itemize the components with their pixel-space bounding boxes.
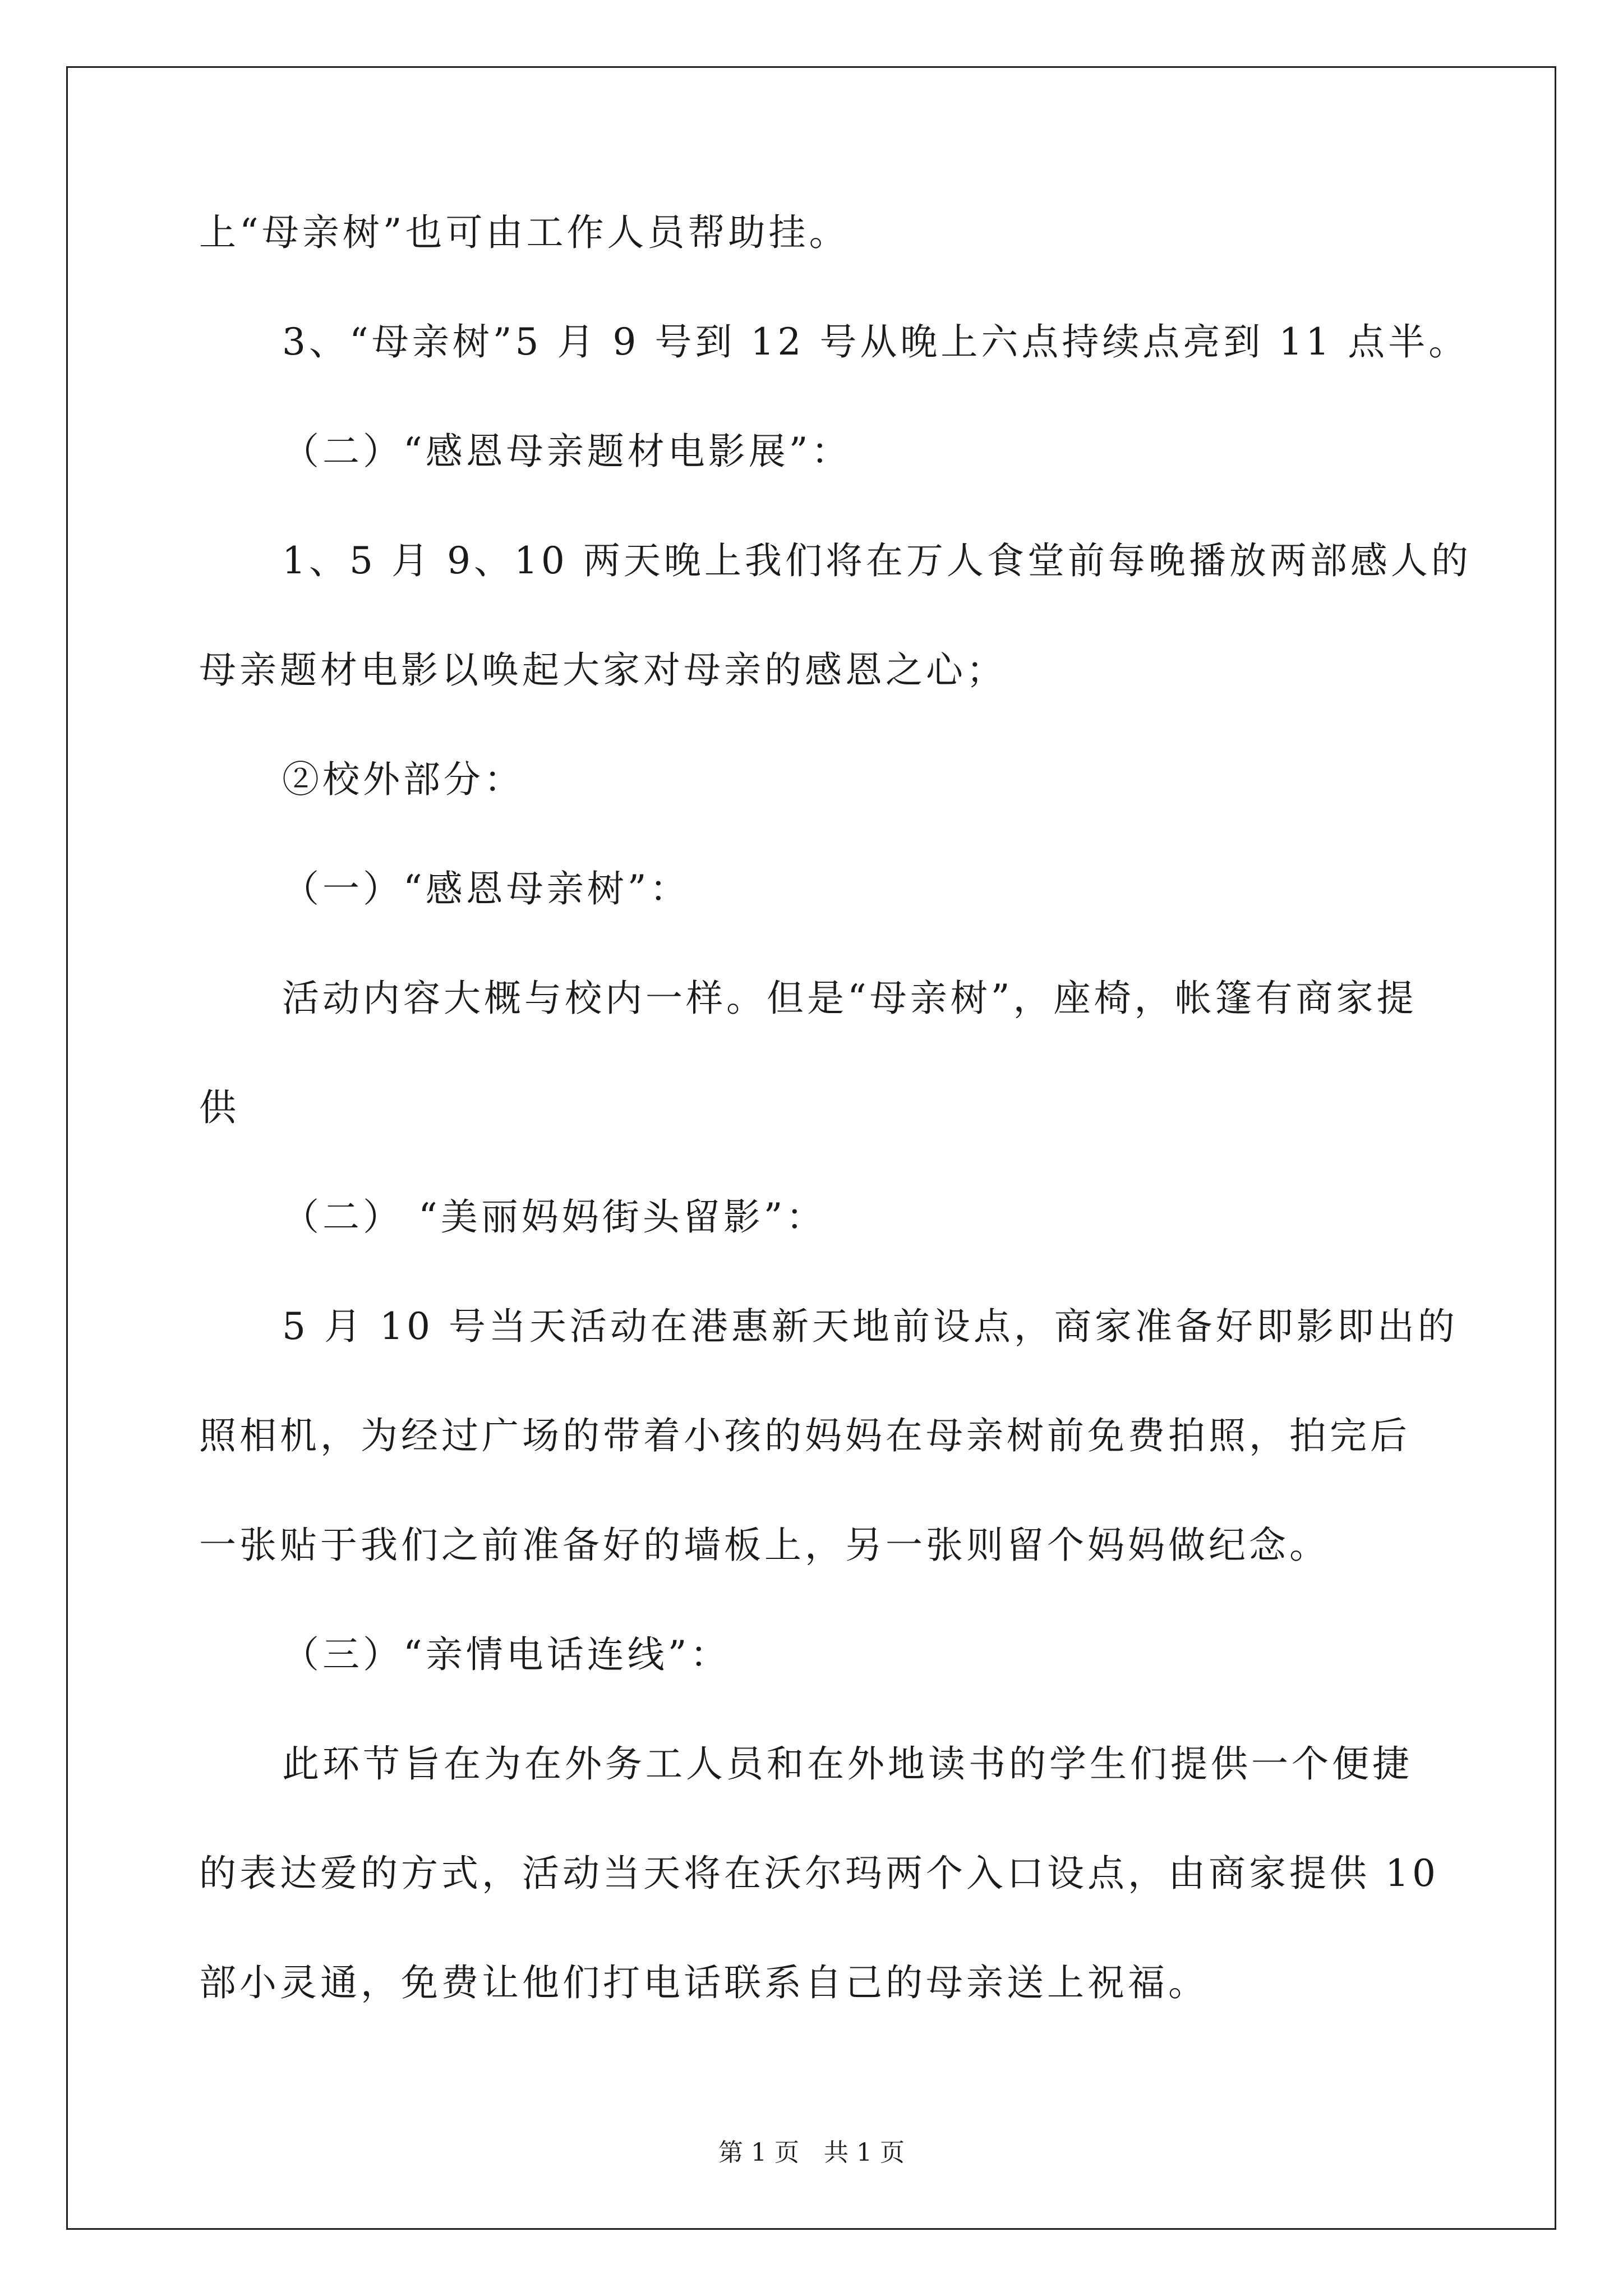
- text-line: 母亲题材电影以唤起大家对母亲的感恩之心；: [199, 648, 1007, 692]
- text-line: 3、“母亲树”5 月 9 号到 12 号从晚上六点持续点亮到 11 点半。: [282, 320, 1469, 364]
- text-line: （二） “美丽妈妈街头留影”：: [282, 1195, 827, 1239]
- text-line: 1、5 月 9、10 两天晚上我们将在万人食堂前每晚播放两部感人的: [282, 539, 1472, 582]
- text-line: 的表达爱的方式，活动当天将在沃尔玛两个入口设点，由商家提供 10: [199, 1852, 1439, 1895]
- text-line: 照相机，为经过广场的带着小孩的妈妈在母亲树前免费拍照，拍完后: [199, 1414, 1410, 1457]
- text-line: （一）“感恩母亲树”：: [282, 867, 690, 910]
- text-line: 上“母亲树”也可由工作人员帮助挂。: [199, 211, 850, 254]
- text-line: （二）“感恩母亲题材电影展”：: [282, 430, 852, 473]
- text-line: 活动内容大概与校内一样。但是“母亲树”，座椅，帐篷有商家提: [282, 977, 1417, 1020]
- text-line: 5 月 10 号当天活动在港惠新天地前设点，商家准备好即影即出的: [282, 1305, 1458, 1348]
- page-number-footer: 第 1 页 共 1 页: [718, 2138, 905, 2167]
- section-heading: ②校外部分：: [282, 758, 524, 801]
- text-line: 部小灵通，免费让他们打电话联系自己的母亲送上祝福。: [199, 1961, 1209, 2004]
- text-line: （三）“亲情电话连线”：: [282, 1633, 731, 1676]
- text-line: 供: [199, 1086, 239, 1129]
- text-line: 一张贴于我们之前准备好的墙板上，另一张则留个妈妈做纪念。: [199, 1524, 1330, 1567]
- page-border: [66, 66, 1556, 2230]
- text-line: 此环节旨在为在外务工人员和在外地读书的学生们提供一个便捷: [282, 1742, 1413, 1786]
